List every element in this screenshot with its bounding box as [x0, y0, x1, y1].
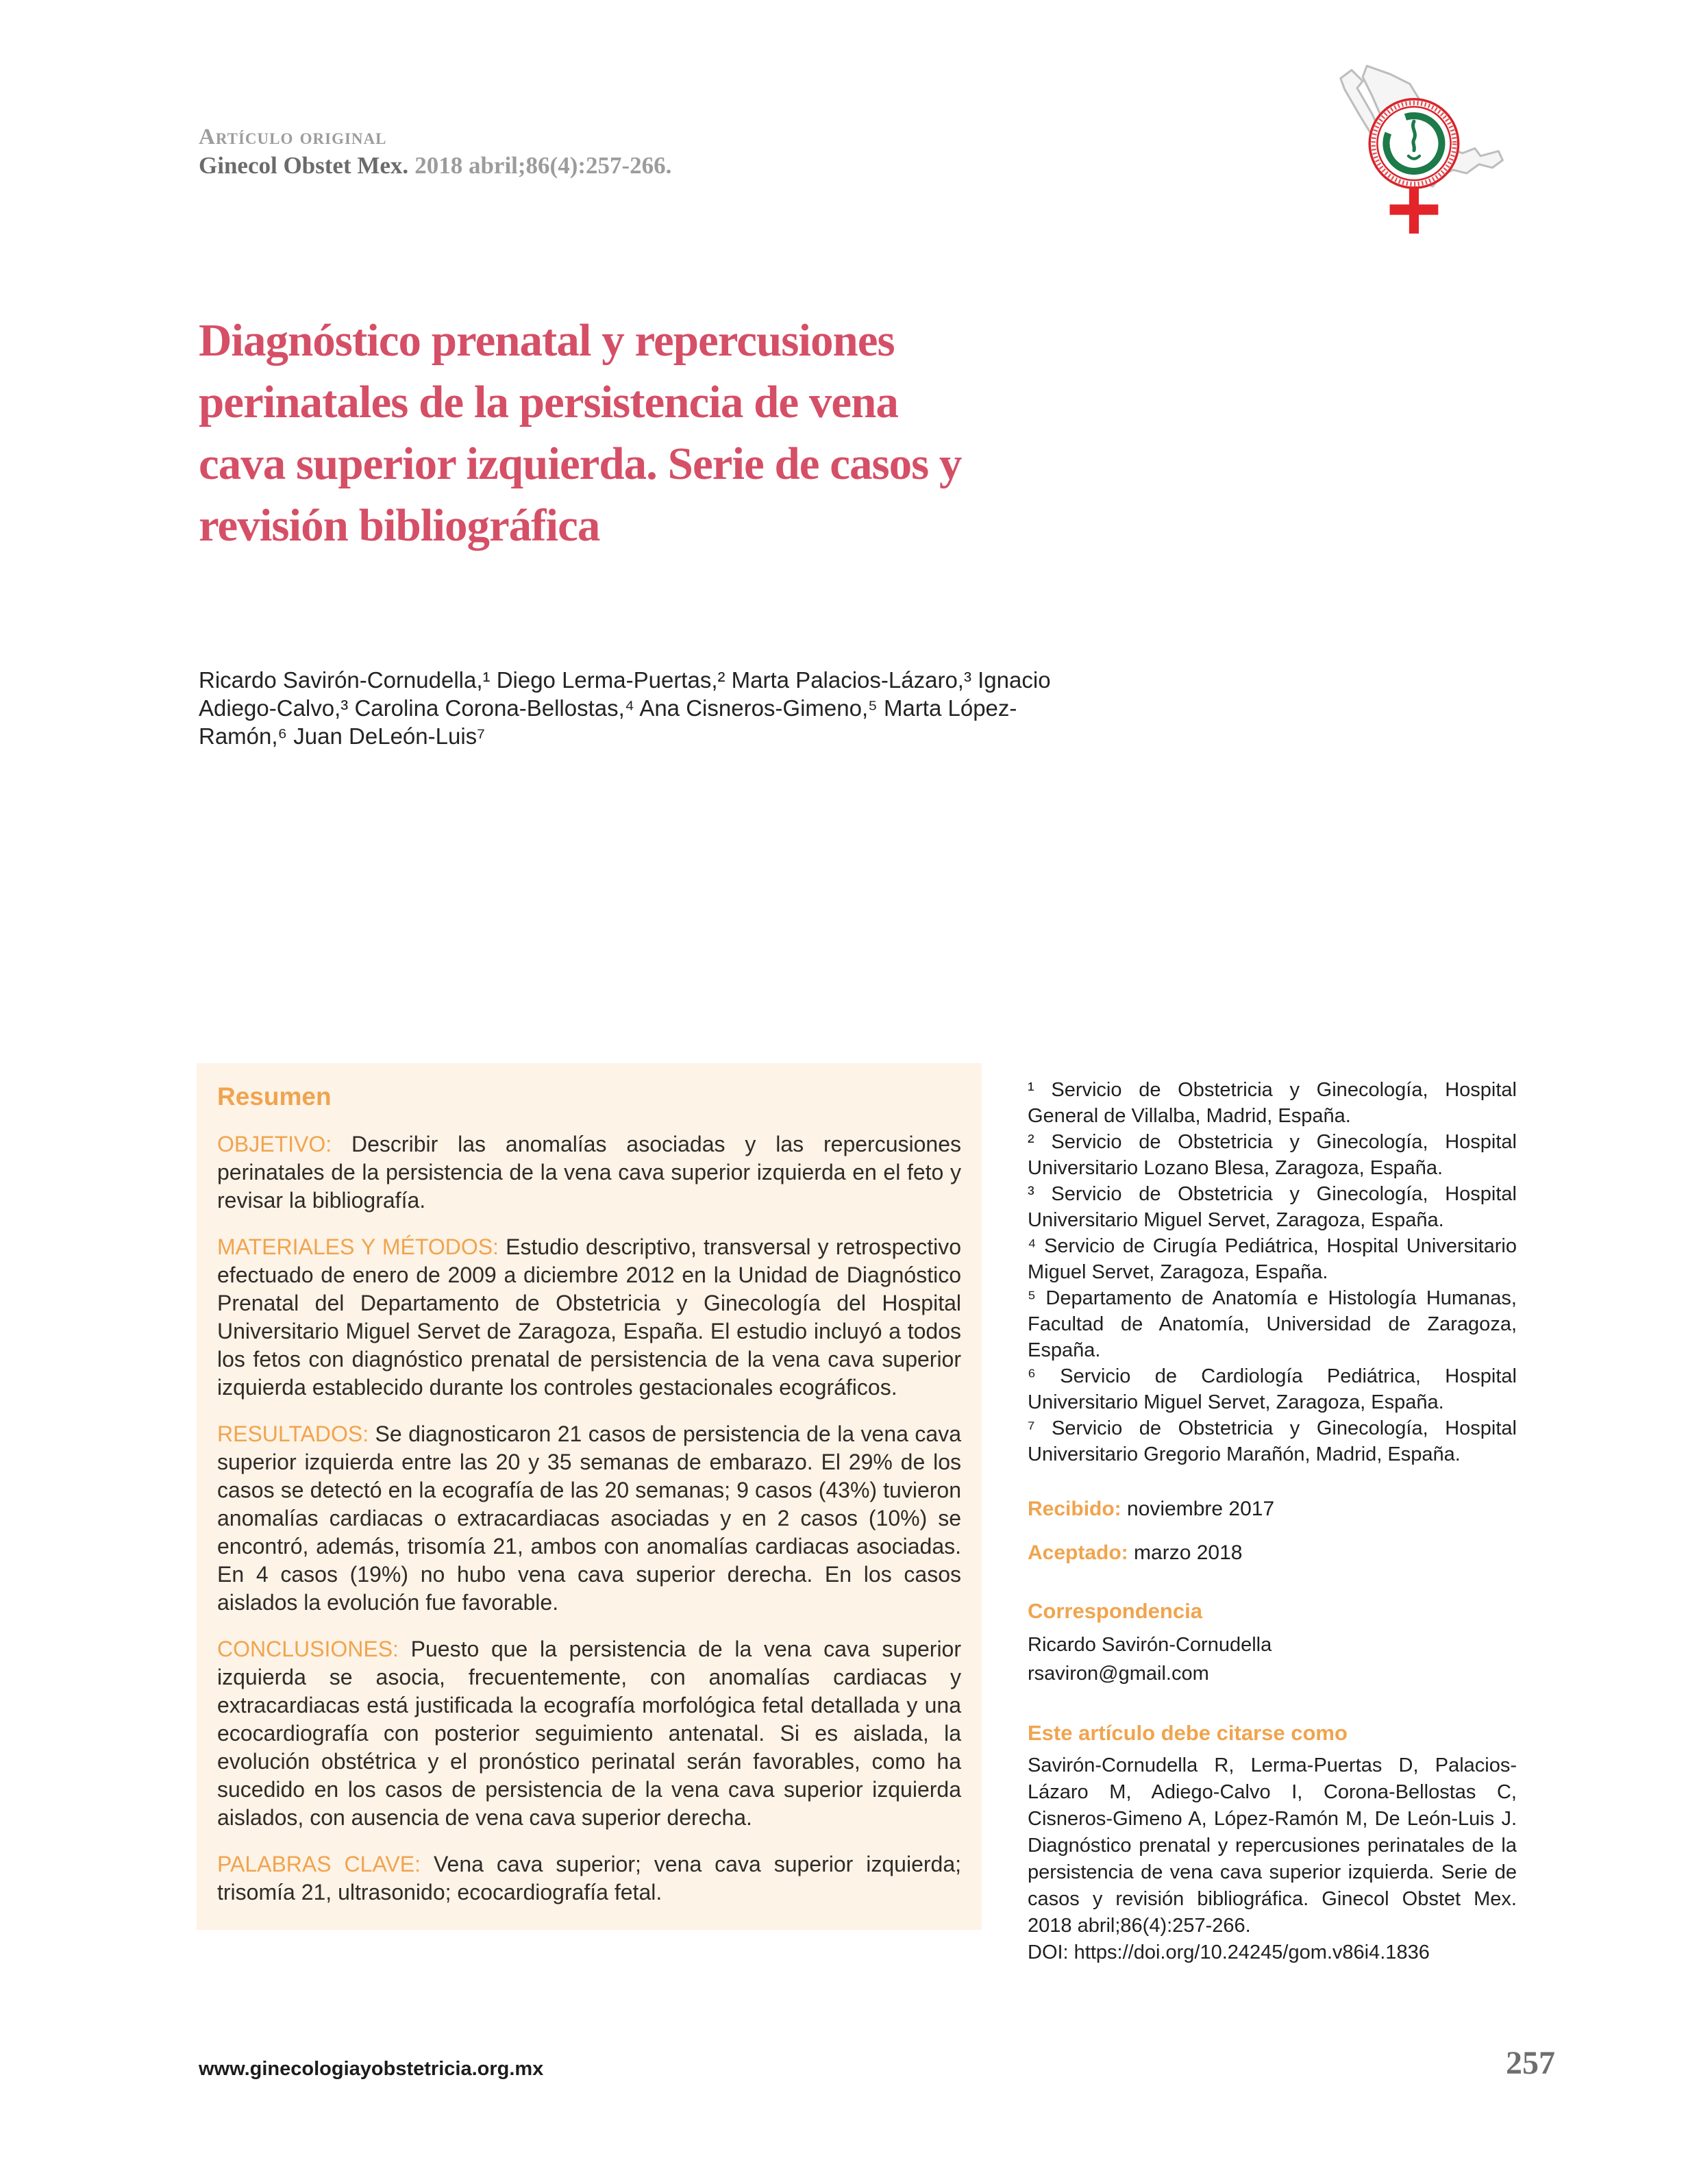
- abstract-conclusions-text: Puesto que la persistencia de la vena cava superior izquierda se asocia, frecuentemente, con anomalías cardiacas y extracardiacas está justificada la ecografía morfológica fetal detallada y una ecocardiografía con posterior seguimiento antenatal. Si es aislada, la evolución obstétrica y el pronóstico perinatal serán favorables, como ha sucedido en los casos de persistencia de la vena cava superior izquierda aislados, con ausencia de vena cava superior derecha.: [217, 1637, 962, 1830]
- doi-link[interactable]: DOI: https://doi.org/10.24245/gom.v86i4.1836: [1028, 1941, 1430, 1963]
- abstract-results-label: RESULTADOS:: [217, 1422, 369, 1446]
- abstract-objective: [217, 1130, 961, 1215]
- affiliation-6: ⁶ Servicio de Cardiología Pediátrica, Hospital Universitario Miguel Servet, Zaragoza, España.: [1028, 1365, 1517, 1413]
- abstract-methods: [217, 1233, 961, 1402]
- abstract-heading: Resumen: [217, 1082, 332, 1110]
- accepted-line: [1028, 1540, 1517, 1566]
- journal-citation-line: [199, 152, 671, 179]
- abstract-methods-text: Estudio descriptivo, transversal y retrospectivo efectuado de enero de 2009 a diciembre 2012 en la Unidad de Diagnóstico Prenatal del Departamento de Obstetricia y Ginecología del Hospital Universitario Miguel Servet de Zaragoza, España. El estudio incluyó a todos los fetos con diagnóstico prenatal de persistencia de la vena cava superior izquierda establecido durante los controles gestacionales ecográficos.: [217, 1234, 962, 1400]
- journal-name: Ginecol Obstet Mex.: [199, 152, 409, 179]
- affiliation-7: ⁷ Servicio de Obstetricia y Ginecología, Hospital Universitario Gregorio Marañón, Madrid, España.: [1028, 1417, 1517, 1465]
- abstract-results-text: Se diagnosticaron 21 casos de persistencia de la vena cava superior izquierda entre las 20 y 35 semanas de embarazo. El 29% de los casos se detectó en la ecografía de las 20 semanas; 9 casos (43%) tuvieron anomalías cardiacas o extracardiacas asociadas y en 2 casos (10%) se encontró, además, trisomía 21, ambos con anomalías cardiacas asociadas. En 4 casos (19%) no hubo vena cava superior derecha. En los casos aislados la evolución fue favorable.: [217, 1422, 962, 1615]
- abstract-keywords-label: PALABRAS CLAVE:: [217, 1852, 421, 1876]
- affiliation-4: ⁴ Servicio de Cirugía Pediátrica, Hospital Universitario Miguel Servet, Zaragoza, España.: [1028, 1235, 1517, 1283]
- journal-issue: 2018 abril;86(4):257-266.: [414, 152, 672, 179]
- female-cross: [1390, 186, 1439, 234]
- journal-website-link[interactable]: www.ginecologiayobstetricia.org.mx: [199, 2058, 544, 2080]
- authors-line: Ricardo Savirón-Cornudella,¹ Diego Lerma-Puertas,² Marta Palacios-Lázaro,³ Ignacio Adiego-Calvo,³ Carolina Corona-Bellostas,⁴ Ana Cisneros-Gimeno,⁵ Marta López-Ramón,⁶ Juan DeLeón-Luis⁷: [199, 667, 1051, 749]
- article-type-kicker: Artículo original: [199, 125, 387, 149]
- abstract-keywords-text: Vena cava superior; vena cava superior izquierda; trisomía 21, ultrasonido; ecocardiografía fetal.: [217, 1852, 962, 1904]
- abstract-results: [217, 1420, 961, 1617]
- abstract-keywords: [217, 1850, 961, 1907]
- affiliation-2: ² Servicio de Obstetricia y Ginecología, Hospital Universitario Lozano Blesa, Zaragoza, España.: [1028, 1131, 1517, 1179]
- abstract-conclusions: [217, 1635, 961, 1832]
- citation-heading: Este artículo debe citarse como: [1028, 1721, 1348, 1745]
- correspondence-heading: Correspondencia: [1028, 1599, 1202, 1623]
- accepted-label: Aceptado:: [1028, 1541, 1128, 1564]
- affiliation-5: ⁵ Departamento de Anatomía e Histología Humanas, Facultad de Anatomía, Universidad de Zaragoza, España.: [1028, 1287, 1517, 1361]
- correspondence-email[interactable]: rsaviron@gmail.com: [1028, 1663, 1209, 1685]
- received-label: Recibido:: [1028, 1498, 1121, 1520]
- abstract-objective-label: OBJETIVO:: [217, 1132, 332, 1156]
- abstract-conclusions-label: CONCLUSIONES:: [217, 1637, 399, 1661]
- abstract-objective-text: Describir las anomalías asociadas y las repercusiones perinatales de la persistencia de la vena cava superior izquierda en el feto y revisar la bibliografía.: [217, 1132, 962, 1213]
- article-title: Diagnóstico prenatal y repercusiones perinatales de la persistencia de vena cava superior izquierda. Serie de casos y revisión bibliográfica: [199, 315, 962, 551]
- side-column: [1028, 1077, 1517, 1966]
- received-line: [1028, 1496, 1517, 1522]
- affiliation-3: ³ Servicio de Obstetricia y Ginecología, Hospital Universitario Miguel Servet, Zaragoza, España.: [1028, 1183, 1517, 1231]
- affiliation-1: ¹ Servicio de Obstetricia y Ginecología, Hospital General de Villalba, Madrid, España.: [1028, 1079, 1517, 1127]
- femecog-logo: [1328, 55, 1507, 238]
- page-number: 257: [1506, 2045, 1555, 2081]
- abstract-methods-label: MATERIALES Y MÉTODOS:: [217, 1234, 499, 1259]
- abstract-box: [197, 1063, 982, 1930]
- accepted-value: marzo 2018: [1134, 1541, 1243, 1564]
- correspondence-name: Ricardo Savirón-Cornudella: [1028, 1634, 1272, 1656]
- citation-text: Savirón-Cornudella R, Lerma-Puertas D, Palacios-Lázaro M, Adiego-Calvo I, Corona-Bellostas C, Cisneros-Gimeno A, López-Ramón M, De León-Luis J. Diagnóstico prenatal y repercusiones perinatales de la persistencia de vena cava superior izquierda. Serie de casos y revisión bibliográfica. Ginecol Obstet Mex. 2018 abril;86(4):257-266.: [1028, 1754, 1517, 1937]
- received-value: noviembre 2017: [1127, 1498, 1275, 1520]
